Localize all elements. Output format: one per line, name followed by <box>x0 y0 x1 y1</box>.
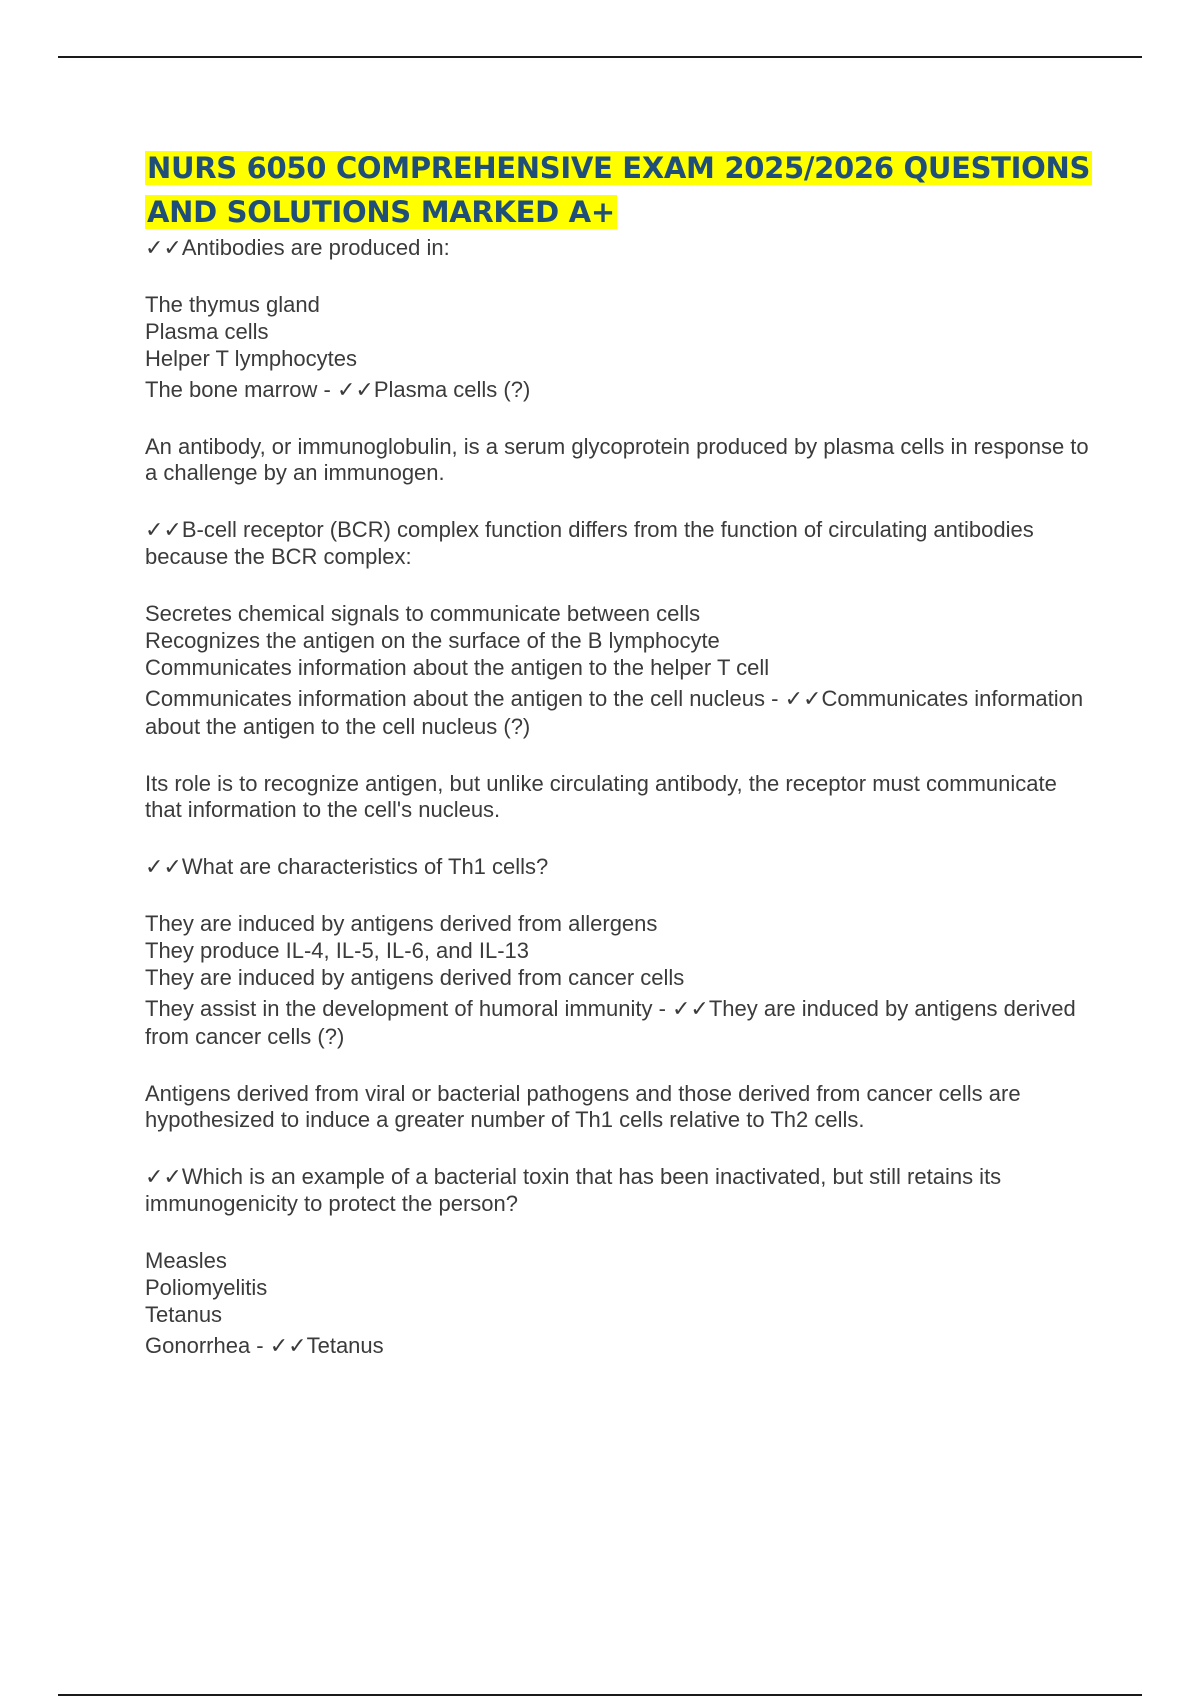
option: The thymus gland <box>145 292 320 317</box>
option-with-answer: They assist in the development of humoral immunity - ✓✓They are induced by antigens derived from cancer cells (?) <box>145 996 1076 1049</box>
option-list <box>145 600 1095 741</box>
option: They are induced by antigens derived from cancer cells <box>145 965 685 990</box>
question-block <box>145 516 1095 823</box>
explanation: Antigens derived from viral or bacterial pathogens and those derived from cancer cells are hypothesized to induce a greater number of Th1 cells relative to Th2 cells. <box>145 1081 1021 1132</box>
option-list <box>145 910 1095 1051</box>
page-title: NURS 6050 COMPREHENSIVE EXAM 2025/2026 QUESTIONS AND SOLUTIONS MARKED A+ <box>147 151 1091 229</box>
document-body <box>145 146 1095 1360</box>
option: Plasma cells <box>145 319 269 344</box>
option: Helper T lymphocytes <box>145 346 357 371</box>
option-with-answer: Gonorrhea - ✓✓Tetanus <box>145 1333 384 1358</box>
footer-rule <box>58 1694 1142 1696</box>
question-block <box>145 1163 1095 1360</box>
option-with-answer: The bone marrow - ✓✓Plasma cells (?) <box>145 377 531 402</box>
option-list <box>145 1247 1095 1360</box>
question-block <box>145 234 1095 486</box>
question-text: ✓✓Antibodies are produced in: <box>145 235 450 260</box>
option: They are induced by antigens derived from allergens <box>145 911 658 936</box>
option: Poliomyelitis <box>145 1275 268 1300</box>
question-text: ✓✓Which is an example of a bacterial toxin that has been inactivated, but still retains its immunogenicity to protect the person? <box>145 1164 1002 1216</box>
question-text: ✓✓What are characteristics of Th1 cells? <box>145 854 549 879</box>
option: Communicates information about the antigen to the helper T cell <box>145 655 770 680</box>
option: They produce IL-4, IL-5, IL-6, and IL-13 <box>145 938 530 963</box>
explanation: An antibody, or immunoglobulin, is a serum glycoprotein produced by plasma cells in response to a challenge by an immunogen. <box>145 434 1089 485</box>
option: Recognizes the antigen on the surface of the B lymphocyte <box>145 628 720 653</box>
header-rule <box>58 56 1142 58</box>
option-list <box>145 291 1095 404</box>
question-text: ✓✓B-cell receptor (BCR) complex function differs from the function of circulating antibodies because the BCR complex: <box>145 517 1034 569</box>
option-with-answer: Communicates information about the antigen to the cell nucleus - ✓✓Communicates information about the antigen to the cell nucleus (?) <box>145 686 1084 739</box>
question-block <box>145 853 1095 1133</box>
option: Tetanus <box>145 1302 223 1327</box>
option: Measles <box>145 1248 227 1273</box>
explanation: Its role is to recognize antigen, but unlike circulating antibody, the receptor must communicate that information to the cell's nucleus. <box>145 771 1057 822</box>
option: Secretes chemical signals to communicate between cells <box>145 601 701 626</box>
